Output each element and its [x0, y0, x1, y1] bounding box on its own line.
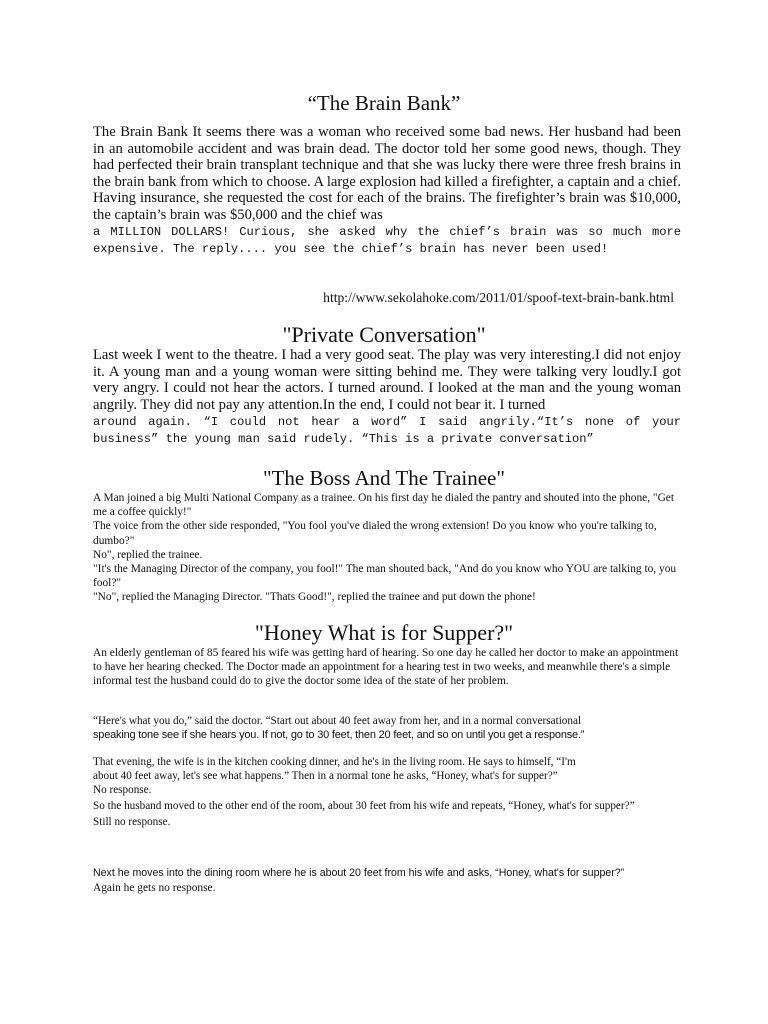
evening-line: about 40 feet away, let's see what happens.” Then in a normal tone he asks, “Honey, what's for supper?” [93, 770, 558, 782]
boss-trainee-line: No", replied the trainee. [93, 548, 203, 561]
boss-trainee-line: "No", replied the Managing Director. "Thats Good!", replied the trainee and put down the phone! [93, 591, 536, 604]
private-conversation-paragraph-typewriter: around again. “I could not hear a word” I said angrily.“It’s none of your business” the young man said rudely. “This is a private conversation” [93, 415, 681, 446]
dining-room-paragraph [93, 866, 681, 895]
source-link[interactable]: http://www.sekolahoke.com/2011/01/spoof-text-brain-bank.html [323, 290, 674, 305]
doctor-advice-line: speaking tone see if she hears you. If not, go to 30 feet, then 20 feet, and so on until you get a response.” [93, 729, 585, 741]
no-response-3: Again he gets no response. [93, 882, 216, 894]
evening-paragraph [93, 755, 681, 829]
moves-20-feet: Next he moves into the dining room where he is about 20 feet from his wife and asks, “Honey, what's for supper?” [93, 867, 625, 879]
moves-30-feet: So the husband moved to the other end of the room, about 30 feet from his wife and repeats, “Honey, what's for supper?” [93, 800, 635, 812]
evening-line: That evening, the wife is in the kitchen cooking dinner, and he's in the living room. He says to himself, “I'm [93, 756, 576, 768]
boss-trainee-line: The voice from the other side responded, "You fool you've dialed the wrong extension! Do you know who you're talking to, dumbo?" [93, 520, 657, 547]
private-conversation-paragraph: Last week I went to the theatre. I had a very good seat. The play was very interesting.I did not enjoy it. A young man and a young woman were sitting behind me. They were talking very loudly.I got very angry. I could not hear the actors. I turned around. I looked at the man and the young woman angrily. They did not pay any attention.In the end, I could not bear it. I turned [93, 347, 681, 413]
title-private-conversation: "Private Conversation" [282, 322, 486, 347]
title-brain-bank: “The Brain Bank” [307, 91, 461, 115]
title-boss-and-trainee: "The Boss And The Trainee" [263, 466, 505, 490]
brain-bank-paragraph-typewriter: a MILLION DOLLARS! Curious, she asked why the chief’s brain was so much more expensive. The reply.... you see the chief’s brain has never been used! [93, 225, 681, 256]
doctor-advice-line: “Here's what you do,” said the doctor. “Start out about 40 feet away from her, and in a normal conversational [93, 715, 582, 727]
boss-trainee-line: "It's the Managing Director of the company, you fool!" The man shouted back, "And do you know who YOU are talking to, you fool?" [93, 563, 677, 590]
honey-intro-paragraph: An elderly gentleman of 85 feared his wife was getting hard of hearing. So one day he called her doctor to make an appointment to have her hearing checked. The Doctor made an appointment for a hearing test in two weeks, and meanwhile there's a simple informal test the husband could do to give the doctor some idea of the state of her problem. [93, 647, 679, 688]
no-response-2: Still no response. [93, 816, 171, 828]
no-response-1: No response. [93, 784, 152, 796]
title-honey-supper: "Honey What is for Supper?" [254, 620, 514, 645]
doctor-advice [93, 714, 681, 742]
brain-bank-paragraph: The Brain Bank It seems there was a woman who received some bad news. Her husband had been in an automobile accident and was brain dead. The doctor told her some good news, though. They had perfected their brain transplant technique and that she was lucky there were three fresh brains in the brain bank from which to choose. A large explosion had killed a firefighter, a captain and a chief. Having insurance, she requested the cost for each of the brains. The firefighter’s brain was $10,000, the captain’s brain was $50,000 and the chief was [93, 124, 681, 223]
boss-trainee-line: A Man joined a big Multi National Company as a trainee. On his first day he dialed the pantry and shouted into the phone, "Get me a coffee quickly!" [93, 492, 675, 519]
boss-trainee-body [93, 491, 681, 605]
